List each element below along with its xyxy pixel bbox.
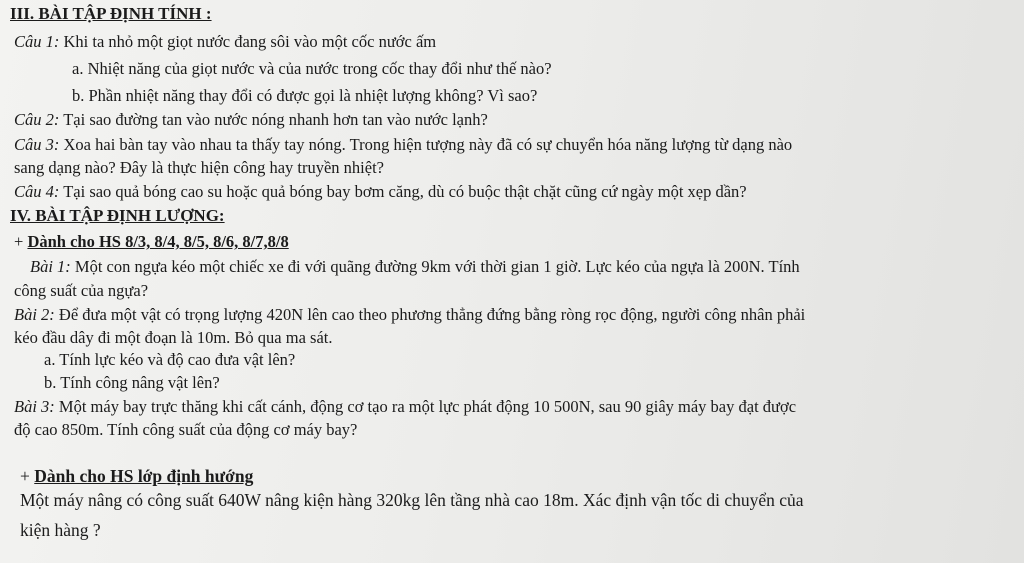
question-1-part-a: a. Nhiệt năng của giọt nước và của nước trong cốc thay đổi như thế nào? (72, 59, 552, 78)
exercise-3-text-line1: Một máy bay trực thăng khi cất cánh, động cơ tạo ra một lực phát động 10 500N, sau 90 giây máy bay đạt được (54, 397, 797, 416)
exercise-3-text-line2: độ cao 850m. Tính công suất của động cơ máy bay? (14, 420, 358, 439)
exercise-2 (14, 305, 805, 325)
group-2-title: Dành cho HS lớp định hướng (34, 466, 254, 486)
section-3-heading: III. BÀI TẬP ĐỊNH TÍNH : (10, 4, 212, 23)
exercise-2-text-line2: kéo đầu dây đi một đoạn là 10m. Bỏ qua ma sát. (14, 328, 333, 347)
question-2-text: Tại sao đường tan vào nước nóng nhanh hơn tan vào nước lạnh? (59, 110, 488, 129)
group-2-plus: + (20, 466, 35, 486)
question-1-label: Câu 1: (14, 32, 60, 51)
question-4-label: Câu 4: (14, 182, 60, 201)
exercise-3 (14, 397, 796, 417)
question-4 (14, 182, 747, 202)
question-1-part-b: b. Phần nhiệt năng thay đổi có được gọi là nhiệt lượng không? Vì sao? (72, 86, 538, 105)
exercise-1-label: Bài 1: (30, 257, 71, 276)
question-3 (14, 135, 792, 155)
exercise-2-part-b: b. Tính công nâng vật lên? (44, 373, 220, 392)
group-2-problem-line1: Một máy nâng có công suất 640W nâng kiện hàng 320kg lên tầng nhà cao 18m. Xác định vận tốc di chuyển của (20, 490, 804, 510)
exercise-2-label: Bài 2: (14, 305, 55, 324)
question-4-text: Tại sao quả bóng cao su hoặc quả bóng bay bơm căng, dù có buộc thật chặt cũng cứ ngày một xẹp dần? (59, 182, 747, 201)
group-1-header (14, 232, 289, 252)
exercise-1-text-line2: công suất của ngựa? (14, 281, 149, 300)
question-1 (14, 32, 436, 52)
exercise-2-part-a: a. Tính lực kéo và độ cao đưa vật lên? (44, 350, 296, 369)
group-2-header (20, 466, 253, 486)
question-2-label: Câu 2: (14, 110, 60, 129)
group-2-problem-line2: kiện hàng ? (20, 520, 101, 540)
question-1-text: Khi ta nhỏ một giọt nước đang sôi vào một cốc nước ấm (59, 32, 437, 51)
question-3-label: Câu 3: (14, 135, 60, 154)
group-1-title: Dành cho HS 8/3, 8/4, 8/5, 8/6, 8/7,8/8 (27, 232, 289, 251)
question-2 (14, 110, 488, 130)
exercise-2-text-line1: Để đưa một vật có trọng lượng 420N lên cao theo phương thẳng đứng bằng ròng rọc động, người công nhân phải (54, 305, 806, 324)
question-3-text-line1: Xoa hai bàn tay vào nhau ta thấy tay nóng. Trong hiện tượng này đã có sự chuyển hóa năng lượng từ dạng nào (59, 135, 793, 154)
exercise-1-text-line1: Một con ngựa kéo một chiếc xe đi với quãng đường 9km với thời gian 1 giờ. Lực kéo của ngựa là 200N. Tính (70, 257, 800, 276)
exercise-1 (30, 257, 800, 277)
question-3-text-line2: sang dạng nào? Đây là thực hiện công hay truyền nhiệt? (14, 158, 384, 177)
group-1-plus: + (14, 232, 28, 251)
exercise-3-label: Bài 3: (14, 397, 55, 416)
section-4-heading: IV. BÀI TẬP ĐỊNH LƯỢNG: (10, 206, 225, 225)
